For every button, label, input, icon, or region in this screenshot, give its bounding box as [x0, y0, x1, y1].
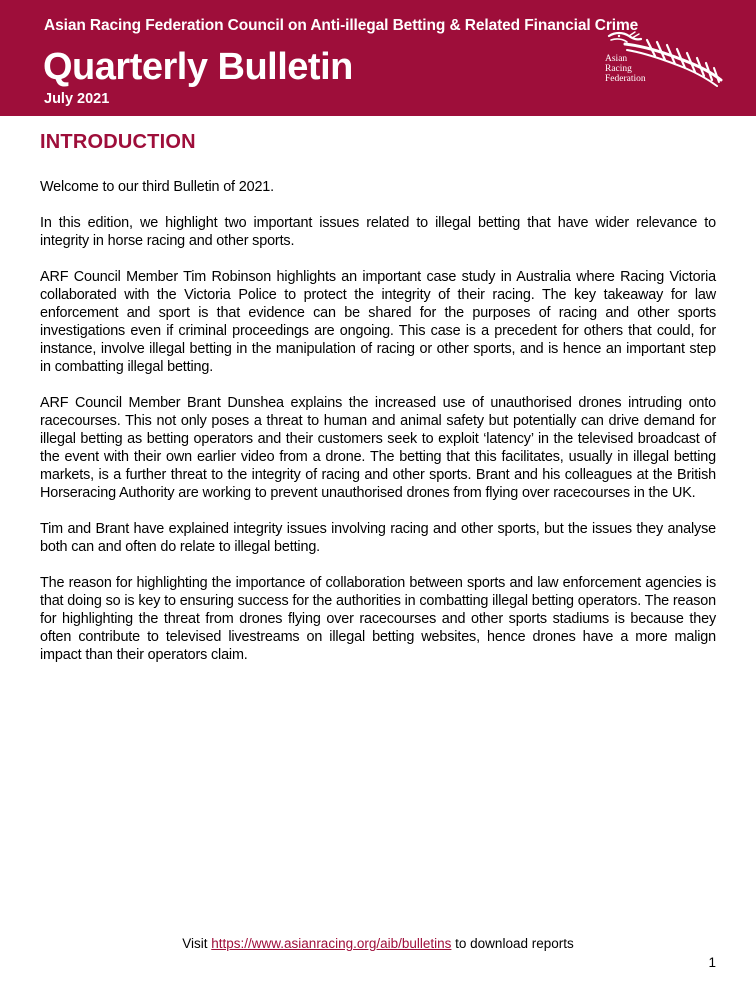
page-number: 1 [708, 955, 716, 970]
arf-logo [603, 30, 727, 90]
bulletin-title: Quarterly Bulletin [43, 46, 353, 88]
footer-prefix: Visit [182, 936, 212, 951]
paragraph: The reason for highlighting the importance of collaboration between sports and law enforcement agencies is that doing so is key to ensuring success for the authorities in combatting illegal betting operators. The reason for highlighting the threat from drones flying over racecourses and other sports stadiums is because they often contribute to televised livestreams on illegal betting websites, hence drones have a more malign impact than their operators claim. [40, 575, 716, 663]
paragraph: Tim and Brant have explained integrity issues involving racing and other sports, but the issues they analyse both can and often do relate to illegal betting. [40, 521, 716, 555]
organization-name: Asian Racing Federation Council on Anti-illegal Betting & Related Financial Crime [44, 17, 639, 34]
bulletin-date: July 2021 [44, 91, 110, 107]
footer-suffix: to download reports [451, 936, 574, 951]
section-heading: INTRODUCTION [40, 131, 196, 153]
paragraph: ARF Council Member Brant Dunshea explains the increased use of unauthorised drones intruding onto racecourses. This not only poses a threat to human and animal safety but potentially can drive demand for illegal betting as betting operators and their customers seek to exploit ‘latency’ in the televised broadcast of the event with their own earlier video from a drone. The betting that this facilitates, usually in illegal betting markets, is a further threat to the integrity of racing and other sports. Brant and his colleagues at the British Horseracing Authority are working to prevent unauthorised drones from flying over racecourses in the UK. [40, 395, 716, 501]
logo-word: Asian [605, 54, 628, 64]
paragraph: Welcome to our third Bulletin of 2021. [40, 179, 275, 195]
logo-wordmark [605, 54, 646, 84]
footer-note [0, 936, 756, 951]
bulletins-link[interactable]: https://www.asianracing.org/aib/bulletins [211, 936, 452, 951]
bulletin-header [0, 0, 756, 116]
logo-word: Federation [605, 74, 646, 84]
introduction-body [40, 178, 716, 682]
logo-word: Racing [605, 64, 632, 74]
paragraph: In this edition, we highlight two important issues related to illegal betting that have wider relevance to integrity in horse racing and other sports. [40, 215, 716, 249]
paragraph: ARF Council Member Tim Robinson highlights an important case study in Australia where Racing Victoria collaborated with the Victoria Police to protect the integrity of their racing. The key takeaway for law enforcement and sport is that evidence can be shared for the purposes of racing and other sports investigations even if criminal proceedings are ongoing. This case is a precedent for others that could, for instance, involve illegal betting in the manipulation of racing or other sports, and is hence an important step in combatting illegal betting. [40, 269, 716, 375]
